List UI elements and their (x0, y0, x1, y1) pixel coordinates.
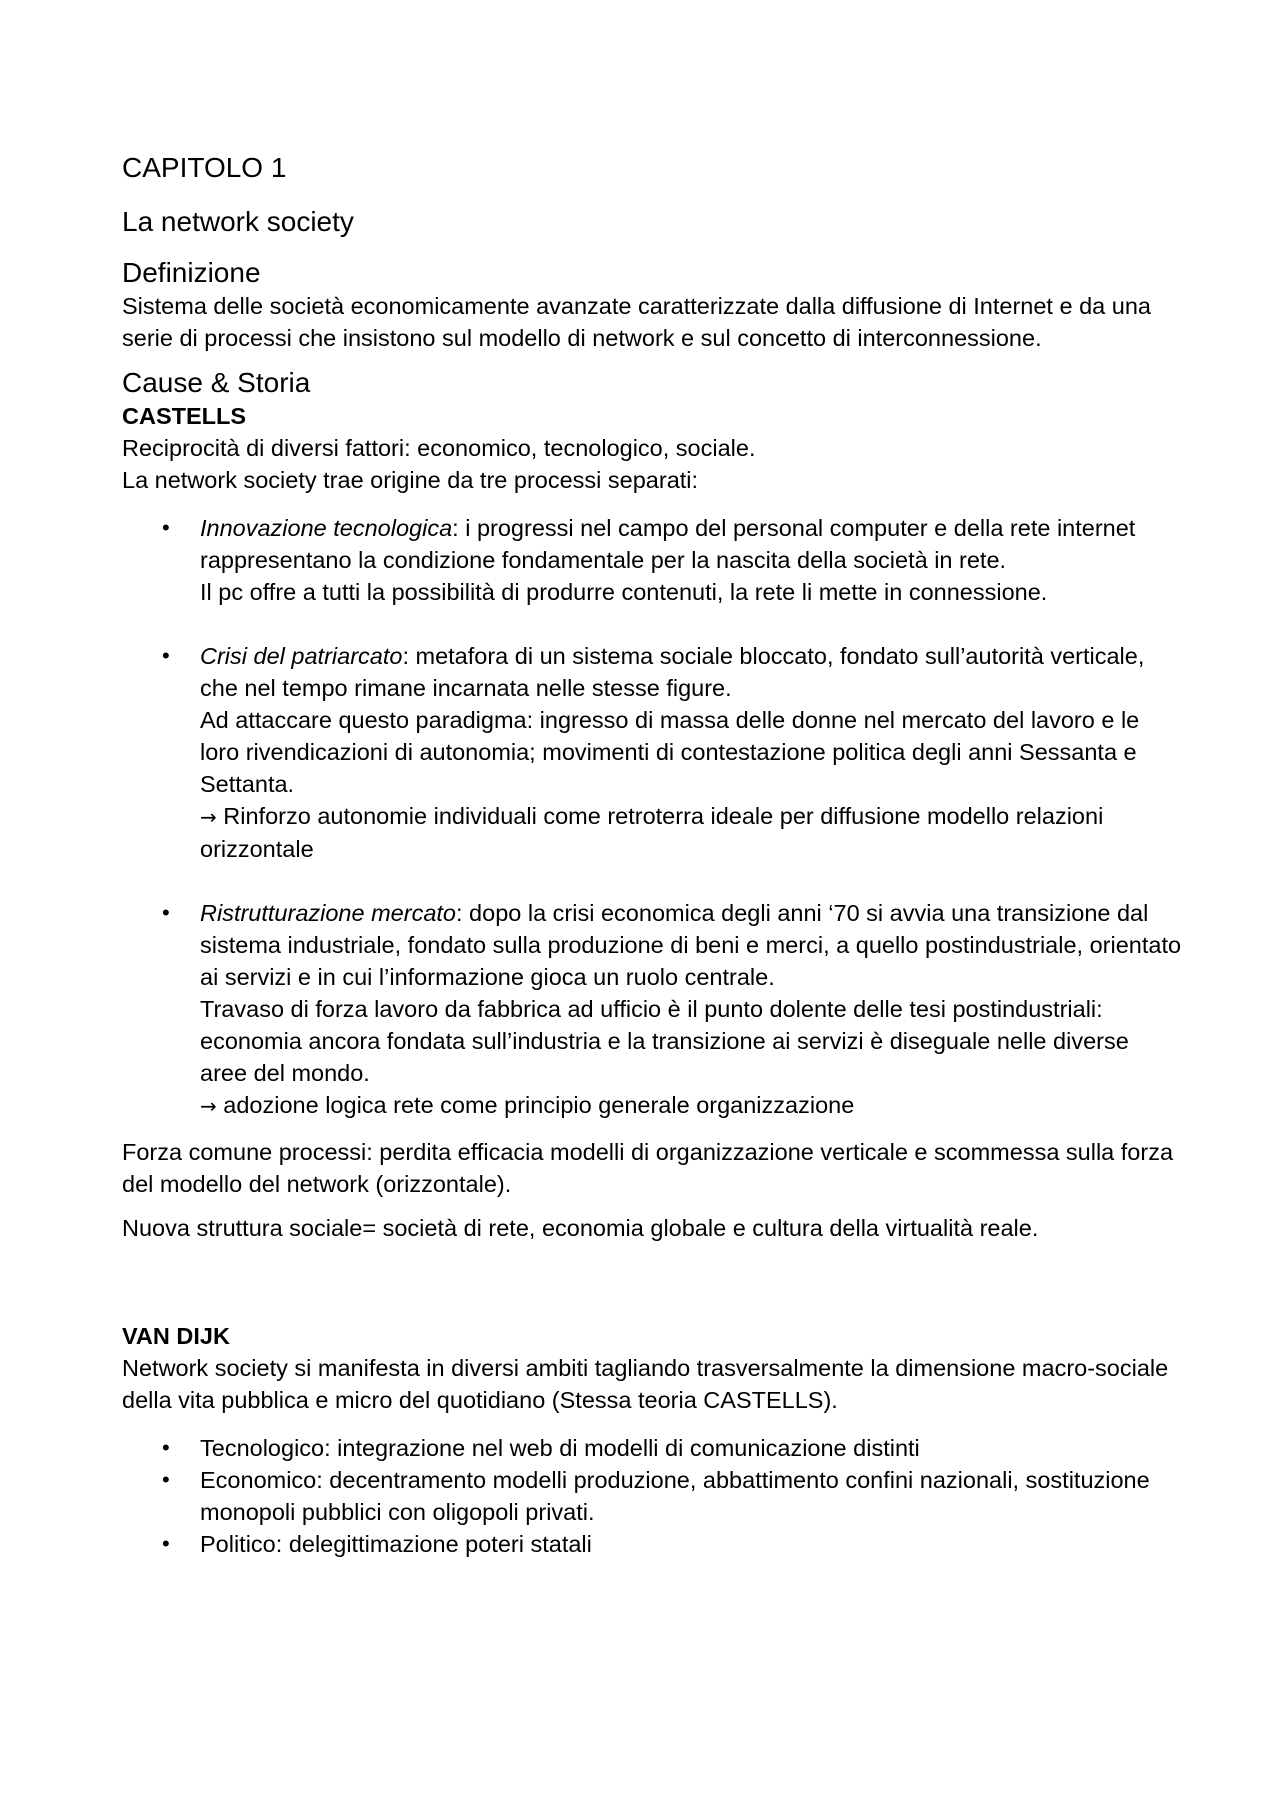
definition-text: Sistema delle società economicamente avanzate caratterizzate dalla diffusione di Internet e da una serie di processi che insistono sul modello di network e sul concetto di interconnessione. (122, 293, 1151, 351)
causes-heading: Cause & Storia (122, 367, 311, 398)
bullet-icon: • (162, 1467, 170, 1492)
bullet-icon: • (162, 900, 170, 925)
chapter-heading: CAPITOLO 1 (122, 152, 287, 183)
castells-heading: CASTELLS (122, 403, 247, 429)
castells-line-2: La network society trae origine da tre processi separati: (122, 467, 699, 493)
process-text: : metafora di un sistema sociale bloccato, fondato sull’autorità verticale, che nel tempo rimane incarnata nelle stesse figure. (200, 643, 1145, 701)
list-item (122, 1528, 1182, 1560)
van-dijk-heading: VAN DIJK (122, 1323, 230, 1349)
van-dijk-list (122, 1432, 1182, 1560)
process-arrow-text: adozione logica rete come principio generale organizzazione (223, 1092, 855, 1118)
process-text: : i progressi nel campo del personal computer e della rete internet rappresentano la condizione fondamentale per la nascita della società in rete. (200, 515, 1136, 573)
process-extra: Ad attaccare questo paradigma: ingresso di massa delle donne nel mercato del lavoro e le loro rivendicazioni di autonomia; movimenti di contestazione politica degli anni Sessanta e Settanta. (200, 707, 1140, 797)
page-title: La network society (122, 206, 354, 237)
definition-heading: Definizione (122, 257, 261, 288)
process-text: : dopo la crisi economica degli anni ‘70 si avvia una transizione dal sistema industriale, fondato sulla produzione di beni e merci, a quello postindustriale, orientato ai servizi e in cui l’informazione gioca un ruolo centrale. (200, 900, 1182, 990)
process-term: Crisi del patriarcato (200, 643, 403, 669)
process-term: Ristrutturazione mercato (200, 900, 456, 926)
process-extra: Il pc offre a tutti la possibilità di produrre contenuti, la rete li mette in connessione. (200, 579, 1048, 605)
process-arrow-text: Rinforzo autonomie individuali come retroterra ideale per diffusione modello relazioni orizzontale (200, 803, 1104, 862)
castells-line-1: Reciprocità di diversi fattori: economico, tecnologico, sociale. (122, 435, 756, 461)
bullet-icon: • (162, 1531, 170, 1556)
bullet-icon: • (162, 643, 170, 668)
list-item (122, 512, 1182, 608)
new-structure-text: Nuova struttura sociale= società di rete, economia globale e cultura della virtualità reale. (122, 1215, 1039, 1241)
list-item (122, 1432, 1182, 1464)
list-item-text: Tecnologico: integrazione nel web di modelli di comunicazione distinti (200, 1435, 920, 1461)
process-term: Innovazione tecnologica (200, 515, 453, 541)
list-item (122, 1464, 1182, 1528)
list-item (122, 640, 1182, 865)
arrow-icon: → (200, 805, 217, 829)
bullet-icon: • (162, 1435, 170, 1460)
common-force-text: Forza comune processi: perdita efficacia modelli di organizzazione verticale e scommessa sulla forza del modello del network (orizzontale). (122, 1139, 1174, 1197)
arrow-icon: → (200, 1094, 217, 1118)
castells-process-list (122, 512, 1182, 1122)
process-extra: Travaso di forza lavoro da fabbrica ad ufficio è il punto dolente delle tesi postindustriali: economia ancora fondata sull’industria e la transizione ai servizi è diseguale nelle diverse aree del mondo. (200, 996, 1129, 1086)
document-content (122, 148, 1182, 1560)
bullet-icon: • (162, 515, 170, 540)
list-item (122, 897, 1182, 1122)
list-item-text: Politico: delegittimazione poteri statali (200, 1531, 592, 1557)
list-item-text: Economico: decentramento modelli produzione, abbattimento confini nazionali, sostituzione monopoli pubblici con oligopoli privati. (200, 1467, 1150, 1525)
van-dijk-text: Network society si manifesta in diversi ambiti tagliando trasversalmente la dimensione macro-sociale della vita pubblica e micro del quotidiano (Stessa teoria CASTELLS). (122, 1355, 1169, 1413)
